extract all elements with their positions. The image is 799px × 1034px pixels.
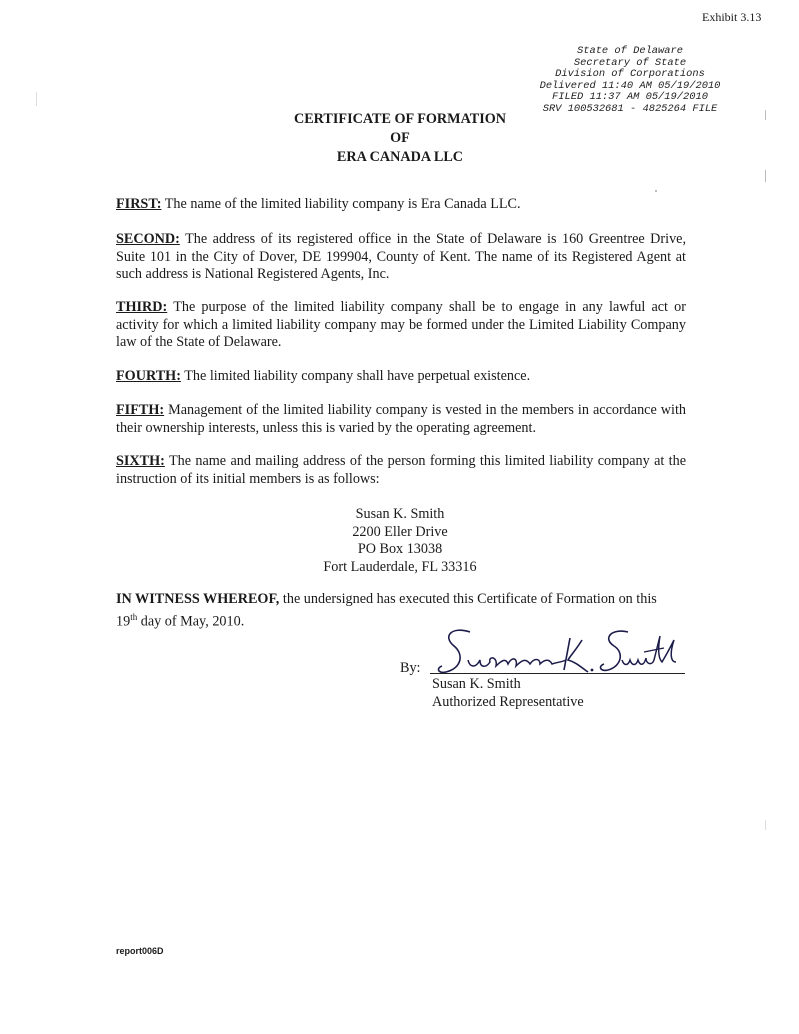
signer-title: Authorized Representative (432, 693, 584, 710)
witness-day: 19 (116, 613, 131, 630)
stamp-line: Division of Corporations (555, 68, 705, 81)
paragraph-text: The name of the limited liability company is Era Canada LLC. (164, 196, 521, 212)
witness-date: day of May, 2010. (140, 613, 245, 630)
title-line-3: ERA CANADA LLC (336, 149, 464, 165)
signer-block (432, 676, 584, 711)
stamp-line: SRV 100532681 - 4825264 FILE (542, 102, 718, 115)
paragraph-text: The name and mailing address of the person forming this limited liability company at the instruction of its initial members is as follows: (116, 453, 686, 487)
paragraph-text: The limited liability company shall have perpetual existence. (184, 368, 531, 384)
organizer-city: Fort Lauderdale, FL 33316 (323, 558, 477, 575)
organizer-address (300, 506, 500, 576)
witness-day-suffix: th (130, 611, 138, 622)
paragraph-text: The purpose of the limited liability company shall be to engage in any lawful act or activity for which a limited liability company may be formed under the Limited Liability Company law of the State of Delaware. (116, 299, 686, 350)
stamp-line: FILED 11:37 AM 05/19/2010 (552, 91, 708, 104)
signature-line (430, 673, 685, 674)
organizer-street: 2200 Eller Drive (352, 523, 448, 540)
organizer-name: Susan K. Smith (355, 506, 445, 522)
stamp-line: State of Delaware (576, 45, 683, 57)
report-code: report006D (116, 946, 164, 956)
title-line-1: CERTIFICATE OF FORMATION (293, 111, 507, 127)
scan-artifact (765, 110, 766, 120)
title-line-2: OF (390, 130, 410, 146)
paragraph-fifth (116, 402, 686, 437)
paragraph-fourth (116, 368, 686, 386)
paragraph-label: FOURTH: (116, 368, 181, 384)
organizer-pobox: PO Box 13038 (357, 541, 443, 557)
paragraph-label: SECOND: (116, 231, 180, 247)
exhibit-number: Exhibit 3.13 (702, 10, 762, 24)
scan-artifact (36, 92, 37, 106)
witness-heading: IN WITNESS WHEREOF, (116, 591, 280, 607)
filing-stamp (520, 46, 740, 116)
witness-text: the undersigned has executed this Certificate of Formation on this (282, 591, 657, 607)
paragraph-sixth (116, 453, 686, 488)
scan-artifact (765, 170, 766, 182)
document-title (250, 110, 550, 167)
paragraph-first (116, 196, 686, 214)
paragraph-label: SIXTH: (116, 453, 165, 469)
paragraph-second (116, 231, 686, 284)
stamp-line: Delivered 11:40 AM 05/19/2010 (539, 79, 721, 92)
paragraph-label: FIFTH: (116, 402, 165, 418)
paragraph-text: Management of the limited liability company is vested in the members in accordance with their ownership interests, unless this is varied by the operating agreement. (116, 402, 686, 436)
paragraph-text: The address of its registered office in the State of Delaware is 160 Greentree Drive, Suite 101 in the City of Dover, DE 199904, County of Kent. The name of its Registered Agent at such address is National Registered Agents, Inc. (116, 231, 687, 282)
scan-artifact (765, 820, 766, 830)
by-label: By: (400, 660, 421, 676)
stamp-line: Secretary of State (573, 56, 687, 69)
paragraph-third (116, 299, 686, 352)
paragraph-label: FIRST: (116, 196, 162, 212)
signer-name: Susan K. Smith (432, 676, 521, 692)
scan-artifact (655, 190, 657, 192)
paragraph-label: THIRD: (116, 299, 168, 315)
